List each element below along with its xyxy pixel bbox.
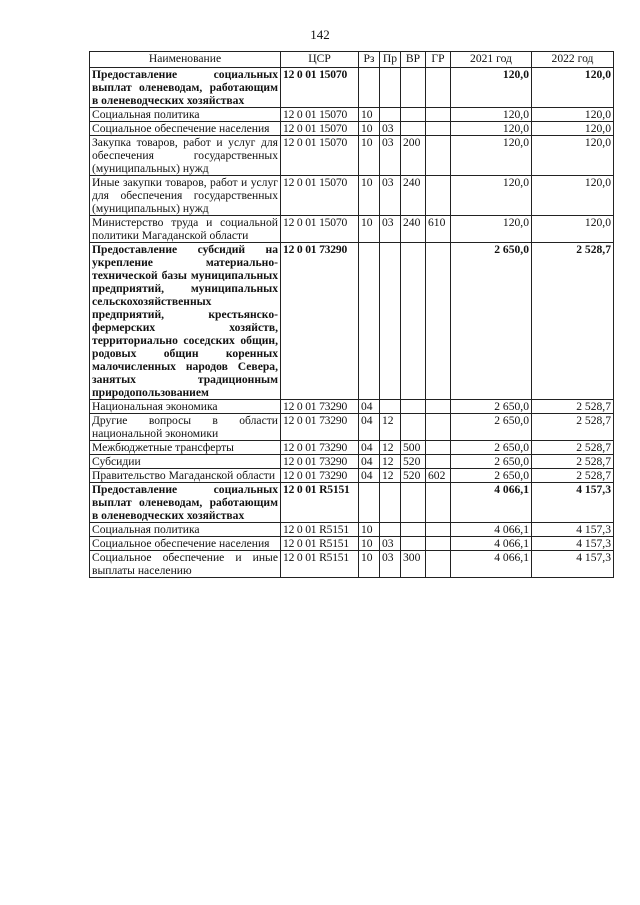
cell-2022: 2 528,7	[532, 441, 614, 455]
header-2022: 2022 год	[532, 52, 614, 68]
cell-vr	[401, 400, 426, 414]
cell-vr	[401, 414, 426, 441]
table-row	[90, 243, 614, 400]
cell-pr: 12	[380, 441, 401, 455]
table-row	[90, 216, 614, 243]
cell-rz: 10	[359, 176, 380, 216]
table-row	[90, 483, 614, 523]
cell-pr: 12	[380, 455, 401, 469]
header-pr: Пр	[380, 52, 401, 68]
cell-csr: 12 0 01 15070	[281, 108, 359, 122]
cell-csr: 12 0 01 15070	[281, 122, 359, 136]
cell-vr: 500	[401, 441, 426, 455]
table-header-row	[90, 52, 614, 68]
table-row	[90, 551, 614, 578]
header-gr: ГР	[426, 52, 451, 68]
cell-csr: 12 0 01 15070	[281, 68, 359, 108]
cell-2022: 2 528,7	[532, 455, 614, 469]
cell-gr: 602	[426, 469, 451, 483]
cell-2021: 120,0	[451, 176, 532, 216]
cell-name: Другие вопросы в области национальной экономики	[90, 414, 281, 441]
cell-rz: 10	[359, 136, 380, 176]
cell-2021: 4 066,1	[451, 537, 532, 551]
cell-gr	[426, 523, 451, 537]
cell-rz: 10	[359, 523, 380, 537]
table-body	[90, 68, 614, 578]
cell-name: Национальная экономика	[90, 400, 281, 414]
cell-rz	[359, 68, 380, 108]
cell-gr	[426, 483, 451, 523]
cell-vr: 520	[401, 455, 426, 469]
cell-name: Социальное обеспечение населения	[90, 537, 281, 551]
cell-vr: 240	[401, 216, 426, 243]
cell-rz: 04	[359, 414, 380, 441]
cell-2022: 2 528,7	[532, 469, 614, 483]
cell-csr: 12 0 01 73290	[281, 414, 359, 441]
cell-gr	[426, 122, 451, 136]
cell-2022: 120,0	[532, 68, 614, 108]
cell-name: Закупка товаров, работ и услуг для обеспечения государственных (муниципальных) нужд	[90, 136, 281, 176]
cell-csr: 12 0 01 15070	[281, 216, 359, 243]
cell-vr	[401, 523, 426, 537]
cell-pr	[380, 108, 401, 122]
cell-name: Иные закупки товаров, работ и услуг для обеспечения государственных (муниципальных) нужд	[90, 176, 281, 216]
cell-vr: 240	[401, 176, 426, 216]
cell-name: Субсидии	[90, 455, 281, 469]
cell-name: Предоставление субсидий на укрепление материально-технической базы муниципальных предприятий, муниципальных сельскохозяйственных предприятий, крестьянско-фермерских хозяйств, территориально соседских общин, родовых общин коренных малочисленных народов Севера, занятых традиционным природопользованием	[90, 243, 281, 400]
cell-2021: 2 650,0	[451, 469, 532, 483]
cell-csr: 12 0 01 73290	[281, 441, 359, 455]
cell-csr: 12 0 01 R5151	[281, 537, 359, 551]
page-number: 142	[310, 27, 330, 42]
cell-pr: 03	[380, 176, 401, 216]
cell-gr	[426, 537, 451, 551]
cell-name: Социальное обеспечение населения	[90, 122, 281, 136]
cell-csr: 12 0 01 15070	[281, 176, 359, 216]
cell-2021: 120,0	[451, 216, 532, 243]
table-row	[90, 400, 614, 414]
cell-pr	[380, 483, 401, 523]
cell-gr: 610	[426, 216, 451, 243]
table-row	[90, 108, 614, 122]
cell-csr: 12 0 01 R5151	[281, 483, 359, 523]
cell-rz: 04	[359, 400, 380, 414]
cell-name: Правительство Магаданской области	[90, 469, 281, 483]
cell-vr: 520	[401, 469, 426, 483]
cell-name: Социальное обеспечение и иные выплаты населению	[90, 551, 281, 578]
cell-gr	[426, 176, 451, 216]
table-row	[90, 68, 614, 108]
cell-2022: 120,0	[532, 216, 614, 243]
cell-vr	[401, 122, 426, 136]
cell-name: Социальная политика	[90, 523, 281, 537]
table-row	[90, 455, 614, 469]
cell-csr: 12 0 01 R5151	[281, 523, 359, 537]
budget-table	[89, 51, 614, 578]
cell-rz: 10	[359, 108, 380, 122]
header-2021: 2021 год	[451, 52, 532, 68]
cell-2021: 120,0	[451, 136, 532, 176]
header-name: Наименование	[90, 52, 281, 68]
cell-2022: 120,0	[532, 108, 614, 122]
cell-2021: 4 066,1	[451, 483, 532, 523]
cell-2022: 4 157,3	[532, 551, 614, 578]
header-csr: ЦСР	[281, 52, 359, 68]
cell-2021: 120,0	[451, 108, 532, 122]
cell-pr: 03	[380, 216, 401, 243]
cell-2021: 4 066,1	[451, 551, 532, 578]
cell-2022: 120,0	[532, 122, 614, 136]
cell-gr	[426, 243, 451, 400]
table-row	[90, 176, 614, 216]
cell-2022: 4 157,3	[532, 483, 614, 523]
header-rz: Рз	[359, 52, 380, 68]
cell-rz: 10	[359, 216, 380, 243]
cell-csr: 12 0 01 R5151	[281, 551, 359, 578]
cell-name: Предоставление социальных выплат оленеводам, работающим в оленеводческих хозяйствах	[90, 68, 281, 108]
cell-2022: 4 157,3	[532, 523, 614, 537]
cell-pr: 12	[380, 469, 401, 483]
cell-2021: 120,0	[451, 122, 532, 136]
header-vr: ВР	[401, 52, 426, 68]
cell-rz: 10	[359, 551, 380, 578]
cell-2021: 2 650,0	[451, 414, 532, 441]
cell-rz	[359, 243, 380, 400]
cell-gr	[426, 400, 451, 414]
cell-vr	[401, 68, 426, 108]
cell-2021: 2 650,0	[451, 243, 532, 400]
cell-2021: 4 066,1	[451, 523, 532, 537]
cell-vr	[401, 483, 426, 523]
cell-csr: 12 0 01 73290	[281, 243, 359, 400]
cell-gr	[426, 441, 451, 455]
cell-rz	[359, 483, 380, 523]
table-row	[90, 122, 614, 136]
cell-pr: 03	[380, 537, 401, 551]
cell-pr: 03	[380, 122, 401, 136]
cell-pr: 03	[380, 551, 401, 578]
cell-name: Межбюджетные трансферты	[90, 441, 281, 455]
cell-pr: 12	[380, 414, 401, 441]
cell-vr	[401, 537, 426, 551]
cell-name: Министерство труда и социальной политики Магаданской области	[90, 216, 281, 243]
cell-gr	[426, 551, 451, 578]
cell-csr: 12 0 01 15070	[281, 136, 359, 176]
cell-pr: 03	[380, 136, 401, 176]
cell-rz: 10	[359, 537, 380, 551]
table-row	[90, 136, 614, 176]
cell-rz: 10	[359, 122, 380, 136]
cell-2022: 4 157,3	[532, 537, 614, 551]
cell-2022: 120,0	[532, 176, 614, 216]
cell-2022: 120,0	[532, 136, 614, 176]
cell-pr	[380, 400, 401, 414]
table-row	[90, 523, 614, 537]
cell-gr	[426, 108, 451, 122]
cell-2021: 2 650,0	[451, 400, 532, 414]
cell-2022: 2 528,7	[532, 400, 614, 414]
cell-rz: 04	[359, 455, 380, 469]
cell-csr: 12 0 01 73290	[281, 455, 359, 469]
cell-2021: 120,0	[451, 68, 532, 108]
cell-csr: 12 0 01 73290	[281, 469, 359, 483]
cell-gr	[426, 68, 451, 108]
table-row	[90, 441, 614, 455]
cell-vr: 200	[401, 136, 426, 176]
cell-name: Социальная политика	[90, 108, 281, 122]
cell-2021: 2 650,0	[451, 455, 532, 469]
table-row	[90, 537, 614, 551]
table-row	[90, 414, 614, 441]
cell-rz: 04	[359, 441, 380, 455]
cell-csr: 12 0 01 73290	[281, 400, 359, 414]
cell-2022: 2 528,7	[532, 414, 614, 441]
cell-vr	[401, 108, 426, 122]
cell-rz: 04	[359, 469, 380, 483]
cell-vr	[401, 243, 426, 400]
cell-2022: 2 528,7	[532, 243, 614, 400]
cell-vr: 300	[401, 551, 426, 578]
cell-pr	[380, 243, 401, 400]
cell-2021: 2 650,0	[451, 441, 532, 455]
cell-pr	[380, 523, 401, 537]
cell-name: Предоставление социальных выплат оленеводам, работающим в оленеводческих хозяйствах	[90, 483, 281, 523]
cell-pr	[380, 68, 401, 108]
cell-gr	[426, 455, 451, 469]
table-row	[90, 469, 614, 483]
cell-gr	[426, 136, 451, 176]
cell-gr	[426, 414, 451, 441]
